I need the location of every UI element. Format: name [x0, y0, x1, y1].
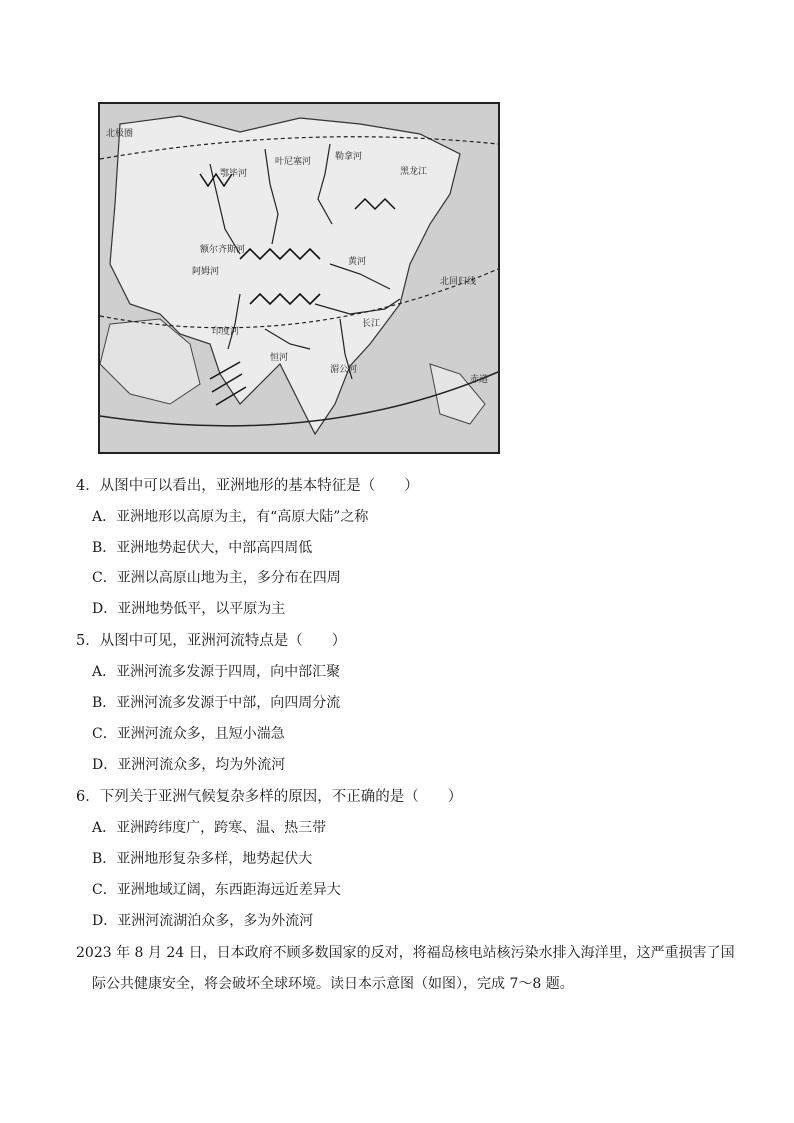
label-ob: 鄂毕河: [220, 169, 248, 179]
label-mekong: 湄公河: [330, 365, 358, 375]
label-irtysh: 额尔齐斯河: [200, 245, 246, 255]
question-4-stem: 4．从图中可以看出，亚洲地形的基本特征是（ ）: [76, 478, 419, 494]
question-6-option-c: C．亚洲地域辽阔，东西距海远近差异大: [92, 882, 341, 898]
passage-line-1: 2023 年 8 月 24 日，日本政府不顾多数国家的反对，将福岛核电站核污染水排入海洋里，这严重损害了国: [76, 945, 735, 961]
question-6-option-a: A．亚洲跨纬度广，跨寒、温、热三带: [92, 820, 327, 836]
label-amu: 阿姆河: [192, 267, 220, 277]
question-5-option-d: D．亚洲河流众多，均为外流河: [92, 757, 286, 773]
question-4-option-b: B．亚洲地势起伏大，中部高四周低: [92, 540, 313, 556]
label-arctic-circle: 北极圈: [106, 129, 134, 139]
question-4-option-a: A．亚洲地形以高原为主，有“高原大陆”之称: [92, 509, 369, 525]
passage-japan: [76, 943, 736, 994]
question-5-option-a: A．亚洲河流多发源于四周，向中部汇聚: [92, 664, 341, 680]
question-5-option-c: C．亚洲河流众多，且短小湍急: [92, 726, 285, 742]
question-5-option-b: B．亚洲河流多发源于中部，向四周分流: [92, 695, 341, 711]
asia-map-svg: [100, 104, 498, 452]
label-yenisei: 叶尼塞河: [275, 157, 312, 167]
question-4-option-c: C．亚洲以高原山地为主，多分布在四周: [92, 570, 341, 586]
question-6-option-d: D．亚洲河流湖泊众多，多为外流河: [92, 913, 314, 929]
label-changjiang: 长江: [362, 319, 381, 329]
label-tropic-of-cancer: 北回归线: [440, 277, 477, 287]
label-equator: 赤道: [470, 375, 489, 385]
label-lena: 勒拿河: [335, 152, 363, 162]
question-6-option-b: B．亚洲地形复杂多样，地势起伏大: [92, 851, 313, 867]
label-ganges: 恒河: [270, 353, 289, 363]
asia-map-figure: [98, 102, 500, 454]
question-5-stem: 5．从图中可见，亚洲河流特点是（ ）: [76, 633, 347, 649]
passage-line-2: 际公共健康安全，将会破坏全球环境。读日本示意图（如图），完成 7～8 题。: [92, 976, 574, 992]
label-indus: 印度河: [212, 327, 240, 337]
question-4-option-d: D．亚洲地势低平，以平原为主: [92, 601, 286, 617]
label-huanghe: 黄河: [348, 257, 367, 267]
label-amur: 黑龙江: [400, 167, 428, 177]
question-6-stem: 6．下列关于亚洲气候复杂多样的原因，不正确的是（ ）: [76, 789, 463, 805]
